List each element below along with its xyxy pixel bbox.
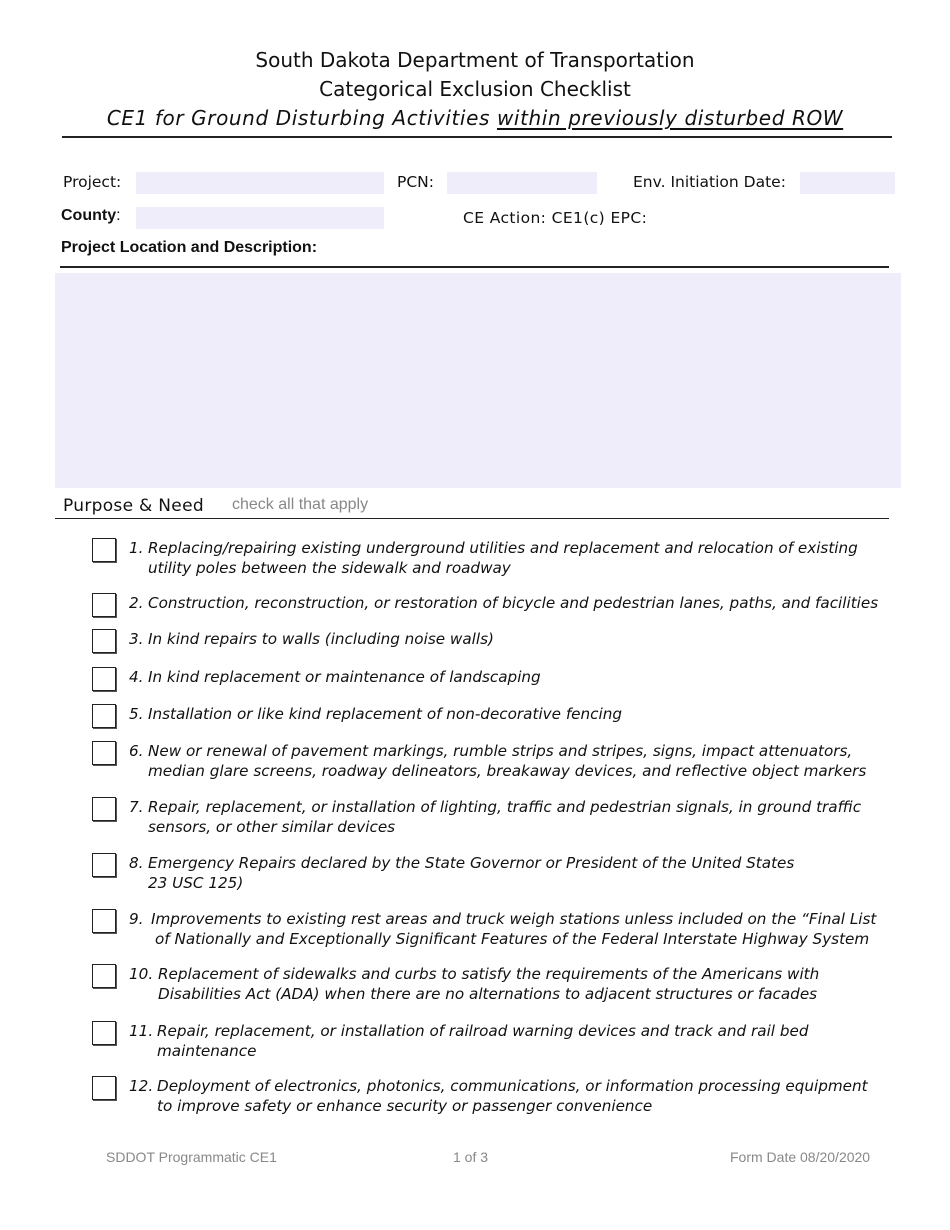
item-text-line: 23 USC 125) [148,874,244,892]
item-text-line: New or renewal of pavement markings, rumble strips and stripes, signs, impact attenuators, [148,742,853,760]
item-number: 2. [129,594,144,612]
location-rule [60,266,889,268]
checkbox-item-6[interactable] [92,741,116,765]
item-text-line: median glare screens, roadway delineators, breakaway devices, and reflective object markers [148,762,867,780]
county-label [61,207,121,225]
item-number: 9. [129,910,144,928]
item-text-line: to improve safety or enhance security or passenger convenience [157,1097,653,1115]
header-line-3-underlined: within previously disturbed ROW [496,106,844,130]
item-text-line: Disabilities Act (ADA) when there are no alternations to adjacent structures or facades [158,985,818,1003]
item-number: 7. [129,798,144,816]
purpose-need-heading: Purpose & Need [63,496,204,516]
item-text-line: Improvements to existing rest areas and truck weigh stations unless included on the “Final List [151,910,877,928]
env-initiation-date-field[interactable] [800,172,895,194]
checkbox-item-3[interactable] [92,629,116,653]
checkbox-item-12[interactable] [92,1076,116,1100]
item-number: 3. [129,630,144,648]
checkbox-item-1[interactable] [92,538,116,562]
header-line-2: Categorical Exclusion Checklist [319,77,631,101]
header-line-1: South Dakota Department of Transportation [255,48,695,72]
item-number: 6. [129,742,144,760]
item-number: 11. [129,1022,154,1040]
footer-form-date: Form Date 08/20/2020 [730,1149,871,1165]
item-text-line: Repair, replacement, or installation of railroad warning devices and track and rail bed [157,1022,809,1040]
county-label-colon: : [116,207,121,224]
project-location-textarea[interactable] [55,273,901,488]
header-rule [62,136,892,138]
item-number: 4. [129,668,144,686]
item-text-line: of Nationally and Exceptionally Significant Features of the Federal Interstate Highway System [155,930,870,948]
item-text-line: utility poles between the sidewalk and roadway [148,559,511,577]
checkbox-item-5[interactable] [92,704,116,728]
purpose-need-hint: check all that apply [232,496,369,513]
item-text-line: maintenance [157,1042,257,1060]
checkbox-item-8[interactable] [92,853,116,877]
purpose-rule [55,518,889,519]
item-text-line: In kind replacement or maintenance of landscaping [148,668,541,686]
item-text-line: Installation or like kind replacement of non-decorative fencing [148,705,622,723]
item-number: 1. [129,539,144,557]
checkbox-item-4[interactable] [92,667,116,691]
project-field[interactable] [136,172,384,194]
env-initiation-date-label: Env. Initiation Date: [633,173,786,191]
item-number: 5. [129,705,144,723]
project-location-label: Project Location and Description: [61,239,318,256]
checkbox-item-2[interactable] [92,593,116,617]
pcn-label: PCN: [397,173,434,191]
item-text-line: Construction, reconstruction, or restoration of bicycle and pedestrian lanes, paths, and facilities [148,594,879,612]
county-label-text: County [61,207,117,224]
header-line-3 [0,104,950,132]
project-label: Project: [63,173,122,191]
checkbox-item-10[interactable] [92,964,116,988]
item-number: 10. [129,965,154,983]
item-text-line: sensors, or other similar devices [148,818,396,836]
footer-left: SDDOT Programmatic CE1 [106,1149,277,1165]
item-number: 8. [129,854,144,872]
header-line-3-plain: CE1 for Ground Disturbing Activities [106,106,497,130]
checkbox-item-11[interactable] [92,1021,116,1045]
county-field[interactable] [136,207,384,229]
ce-action-label: CE Action: CE1(c) EPC: [463,209,648,227]
footer-page-number: 1 of 3 [453,1149,489,1165]
checkbox-item-9[interactable] [92,909,116,933]
checkbox-item-7[interactable] [92,797,116,821]
item-number: 12. [129,1077,154,1095]
item-text-line: Repair, replacement, or installation of lighting, traffic and pedestrian signals, in ground traffic [148,798,862,816]
item-text-line: In kind repairs to walls (including noise walls) [148,630,494,648]
item-text-line: Replacing/repairing existing underground utilities and replacement and relocation of existing [148,539,858,557]
item-text-line: Emergency Repairs declared by the State Governor or President of the United States [148,854,795,872]
item-text-line: Replacement of sidewalks and curbs to satisfy the requirements of the Americans with [158,965,820,983]
pcn-field[interactable] [447,172,597,194]
item-text-line: Deployment of electronics, photonics, communications, or information processing equipment [157,1077,868,1095]
